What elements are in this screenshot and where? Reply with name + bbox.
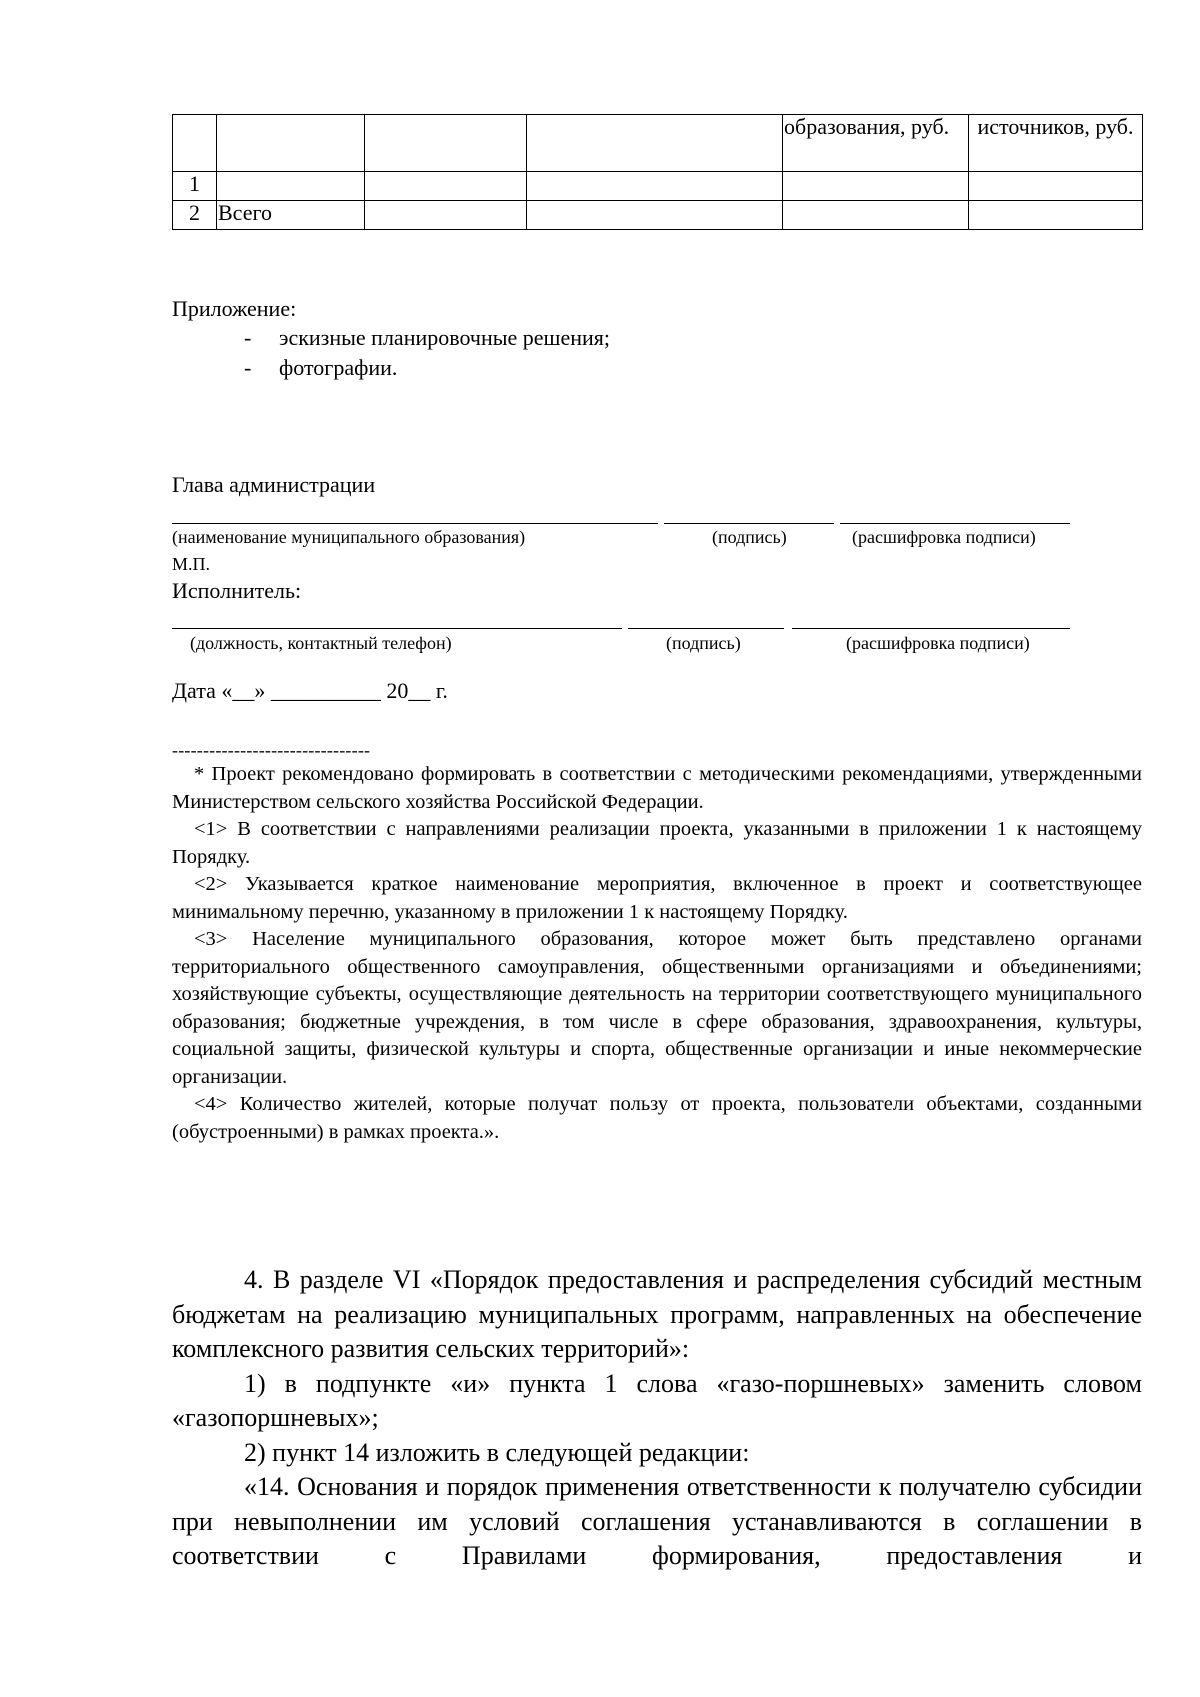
head-caption-org: (наименование муниципального образования) bbox=[172, 527, 526, 547]
signature-line bbox=[792, 628, 1070, 629]
table-row bbox=[173, 172, 1143, 201]
footnotes-block bbox=[172, 761, 1142, 1146]
appendix-bullet: - bbox=[244, 355, 252, 380]
signature-line bbox=[664, 523, 834, 524]
body-paragraph: 2) пункт 14 изложить в следующей редакции: bbox=[244, 1437, 750, 1467]
signature-line bbox=[172, 628, 622, 629]
executor-caption-sign: (подпись) bbox=[666, 633, 741, 653]
body-text bbox=[172, 1263, 1142, 1574]
signature-line bbox=[172, 523, 658, 524]
head-title: Глава администрации bbox=[172, 472, 376, 497]
footnote-item: <2> Указывается краткое наименование мероприятия, включенное в проект и соответствующее минимальному перечню, указанному в приложении 1 к настоящему Порядку. bbox=[172, 873, 1142, 923]
body-paragraph: «14. Основания и порядок применения ответственности к получателю субсидии при невыполнении им условий соглашения устанавливаются в соглашении в соответствии с Правилами формирования, предоставления и bbox=[172, 1472, 1142, 1570]
footnote-separator: -------------------------------- bbox=[172, 740, 371, 760]
table-row bbox=[173, 201, 1143, 230]
signature-line bbox=[840, 523, 1070, 524]
footnote-item: <1> В соответствии с направлениями реализации проекта, указанными в приложении 1 к настоящему Порядку. bbox=[172, 818, 1142, 868]
row-number: 2 bbox=[173, 201, 217, 230]
appendix-title: Приложение: bbox=[172, 296, 297, 321]
table-header-sources: источников, руб. bbox=[969, 115, 1143, 172]
executor-caption-decode: (расшифровка подписи) bbox=[846, 633, 1030, 653]
body-paragraph: 1) в подпункте «и» пункта 1 слова «газо-поршневых» заменить словом «газопоршневых»; bbox=[172, 1368, 1142, 1432]
row-name: Всего bbox=[217, 201, 365, 230]
date-line: Дата «__» __________ 20__ г. bbox=[172, 678, 448, 703]
appendix-item: эскизные планировочные решения; bbox=[279, 325, 611, 350]
executor-caption-position: (должность, контактный телефон) bbox=[190, 633, 452, 653]
table-cell bbox=[365, 115, 527, 172]
table-cell bbox=[217, 115, 365, 172]
funding-table bbox=[172, 114, 1143, 230]
table-header-row bbox=[173, 115, 1143, 172]
head-caption-sign: (подпись) bbox=[712, 527, 787, 547]
table-cell bbox=[173, 115, 217, 172]
appendix-item: фотографии. bbox=[279, 355, 398, 380]
head-caption-decode: (расшифровка подписи) bbox=[852, 527, 1036, 547]
row-number: 1 bbox=[173, 172, 217, 201]
executor-title: Исполнитель: bbox=[172, 578, 302, 603]
signature-line bbox=[628, 628, 784, 629]
body-paragraph: 4. В разделе VI «Порядок предоставления и распределения субсидий местным бюджетам на реализацию муниципальных программ, направленных на обеспечение комплексного развития сельских территорий»: bbox=[172, 1265, 1142, 1363]
footnote-item: * Проект рекомендовано формировать в соответствии с методическими рекомендациями, утвержденными Министерством сельского хозяйства Российской Федерации. bbox=[172, 763, 1142, 813]
row-name bbox=[217, 172, 365, 201]
table-header-municipal: образования, руб. bbox=[783, 115, 969, 172]
footnote-item: <3> Население муниципального образования, которое может быть представлено органами территориального общественного самоуправления, общественными организациями и объединениями; хозяйствующие субъекты, осуществляющие деятельность на территории соответствующего муниципального образования; бюджетные учреждения, в том числе в сфере образования, здравоохранения, культуры, социальной защиты, физической культуры и спорта, общественные организации и иные некоммерческие организации. bbox=[172, 928, 1142, 1088]
footnote-item: <4> Количество жителей, которые получат пользу от проекта, пользователи объектами, созданными (обустроенными) в рамках проекта.». bbox=[172, 1093, 1142, 1143]
stamp-label: М.П. bbox=[172, 554, 211, 574]
table-cell bbox=[527, 115, 783, 172]
appendix-bullet: - bbox=[244, 325, 252, 350]
